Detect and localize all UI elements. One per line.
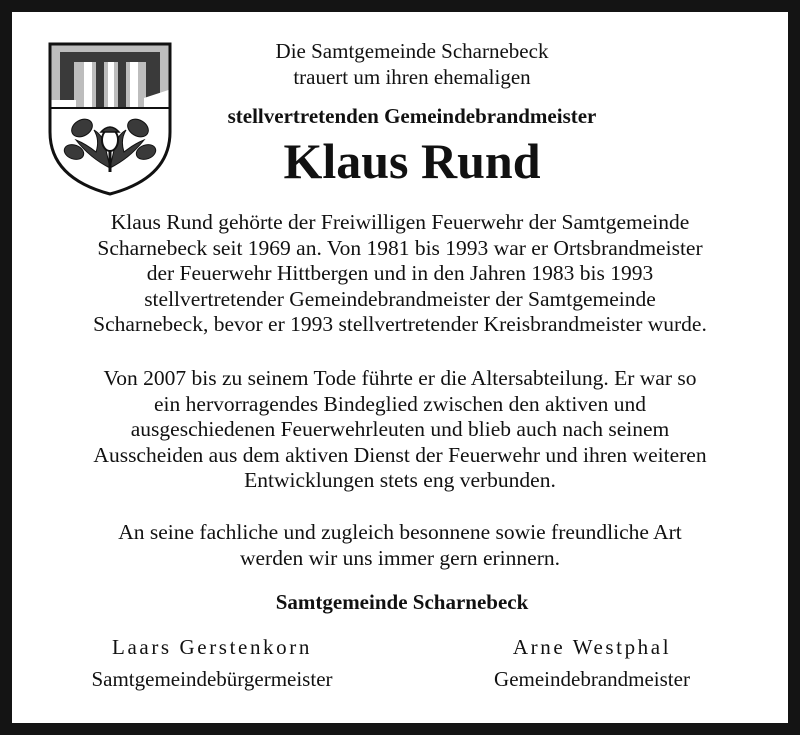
- header-line-1: Die Samtgemeinde Scharnebeck: [275, 39, 549, 63]
- signatory-name: Arne Westphal: [512, 635, 672, 659]
- paragraph-line: ein hervorragendes Bindeglied zwischen den aktiven und: [154, 391, 646, 416]
- paragraph-line: An seine fachliche und zugleich besonnene sowie freundliche Art: [118, 520, 682, 544]
- paragraph-career: [30, 210, 770, 338]
- paragraph-remembrance: [30, 520, 770, 571]
- paragraph-line: Von 2007 bis zu seinem Tode führte er die Altersabteilung. Er war so: [103, 366, 697, 390]
- paragraph-line: Ausscheiden aus dem aktiven Dienst der Feuerwehr und ihren weiteren: [93, 442, 707, 467]
- signatory-name: Laars Gerstenkorn: [112, 635, 312, 659]
- signature-left: [32, 634, 392, 692]
- signatory-role: Samtgemeindebürgermeister: [91, 667, 333, 691]
- paragraph-line: der Feuerwehr Hittbergen und in den Jahren 1983 bis 1993: [146, 261, 654, 285]
- deceased-name: Klaus Rund: [283, 133, 541, 189]
- paragraph-line: ausgeschiedenen Feuerwehrleuten und blieb auch nach seinem: [130, 417, 670, 441]
- header-title-role: stellvertretenden Gemeindebrandmeister: [227, 104, 597, 128]
- organization-name: Samtgemeinde Scharnebeck: [275, 590, 529, 614]
- signatory-role: Gemeindebrandmeister: [494, 667, 690, 691]
- paragraph-line: Klaus Rund gehörte der Freiwilligen Feuerwehr der Samtgemeinde: [110, 210, 690, 234]
- paragraph-line: Scharnebeck seit 1969 an. Von 1981 bis 1993 war er Ortsbrandmeister: [97, 235, 703, 260]
- paragraph-line: Scharnebeck, bevor er 1993 stellvertretender Kreisbrandmeister wurde.: [93, 312, 707, 336]
- signature-right: [412, 634, 772, 692]
- paragraph-line: Entwicklungen stets eng verbunden.: [244, 468, 556, 492]
- paragraph-line: stellvertretender Gemeindebrandmeister der Samtgemeinde: [144, 286, 656, 311]
- paragraph-line: werden wir uns immer gern erinnern.: [239, 545, 560, 570]
- coat-of-arms-icon: [46, 40, 174, 198]
- header-line-2: trauert um ihren ehemaligen: [293, 65, 531, 89]
- paragraph-seniors: [30, 366, 770, 494]
